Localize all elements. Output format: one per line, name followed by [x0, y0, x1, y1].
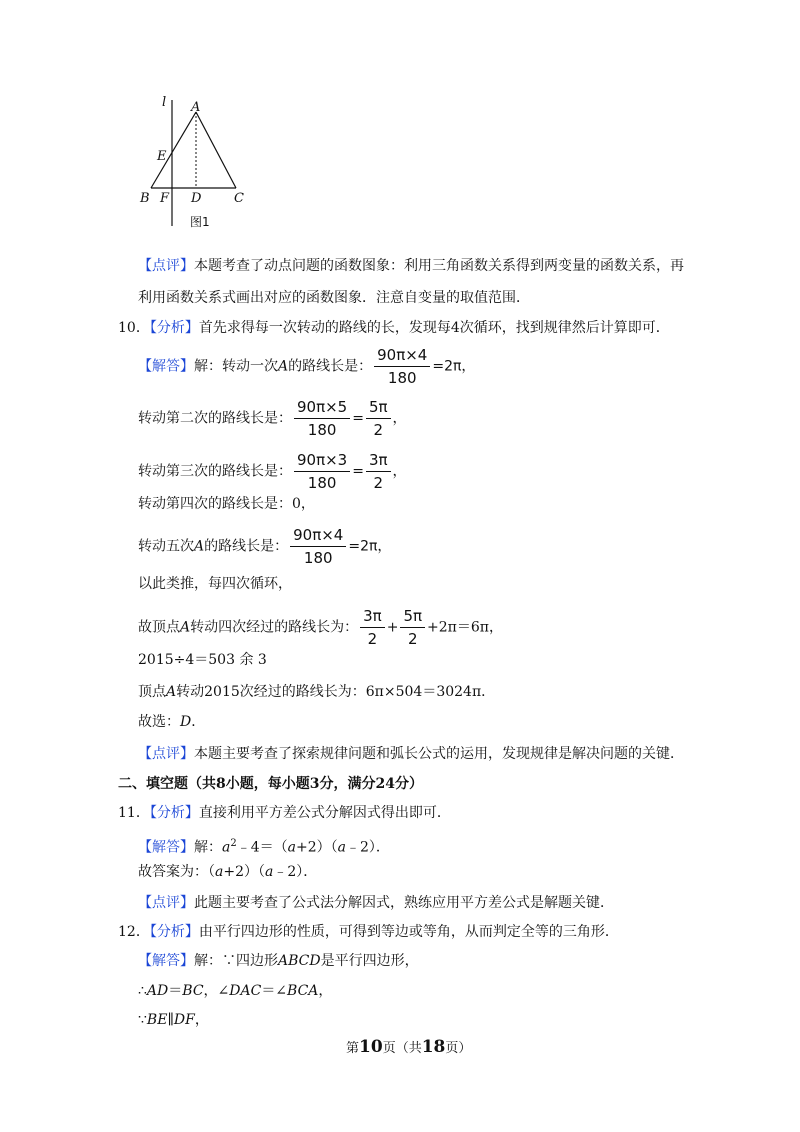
text: ， — [318, 983, 333, 999]
analysis-tag: 【分析】 — [149, 924, 199, 940]
text: 故顶点 — [138, 619, 180, 636]
variable: BCA — [287, 983, 319, 999]
q10-answer-line-1 — [138, 346, 475, 387]
review-text: 此题主要考查了公式法分解因式，熟练应用平方差公式是解题关键． — [194, 895, 614, 911]
review-text: 本题考查了动点问题的函数图象：利用三角函数关系得到两变量的函数关系，再 — [194, 258, 684, 274]
label-d: D — [191, 191, 202, 206]
answer-tag: 【解答】 — [138, 953, 194, 969]
q10-review — [138, 744, 684, 764]
variable: A — [180, 619, 191, 636]
text: 页（共 — [382, 1041, 422, 1056]
denominator: 180 — [307, 421, 337, 439]
variable: a — [222, 839, 231, 856]
text: ， — [392, 463, 407, 480]
heading-text: 二、填空题（共8小题，每小题3分，满分24分） — [118, 776, 423, 792]
fraction — [400, 607, 425, 648]
text: 转动四次经过的路线长为： — [190, 619, 359, 636]
fraction — [366, 451, 391, 492]
analysis-text: 首先求得每一次转动的路线的长，发现每4次循环，找到规律然后计算即可． — [198, 320, 670, 336]
q11-final-answer — [138, 862, 317, 882]
figure-triangle-diagram — [138, 96, 258, 230]
denominator: 2 — [373, 421, 384, 439]
text: 转动2015次经过的路线长为：6π×504＝3024π． — [176, 684, 496, 700]
q10-answer-line-6 — [138, 574, 292, 594]
q10-analysis — [118, 318, 670, 338]
text: 解：转动一次 — [194, 358, 278, 375]
analysis-tag: 【分析】 — [149, 320, 199, 336]
text: 页） — [445, 1041, 472, 1056]
q10-answer-line-2 — [138, 398, 407, 439]
text: 2015÷4＝503 余 3 — [138, 652, 267, 668]
fraction — [374, 346, 430, 387]
exponent: 2 — [230, 838, 237, 849]
text: 以此类推，每四次循环， — [138, 576, 292, 592]
text: =2π， — [348, 538, 392, 555]
text: 第 — [346, 1041, 360, 1056]
text: ﹣2）． — [346, 839, 390, 856]
numerator: 90π×5 — [294, 398, 350, 419]
denominator: 180 — [387, 369, 417, 387]
denominator: 2 — [407, 630, 418, 648]
text: ﹣2）． — [273, 864, 318, 880]
text: + — [386, 619, 399, 636]
review-tag: 【点评】 — [138, 895, 194, 911]
text: 转动第二次的路线长是： — [138, 410, 292, 427]
variable: BE — [146, 1012, 168, 1028]
variable: a — [265, 864, 274, 880]
variable: a — [287, 839, 297, 856]
q11-review — [138, 893, 614, 913]
review-tag: 【点评】 — [138, 258, 194, 274]
denominator: 180 — [303, 549, 333, 567]
text: 的路线长是： — [204, 538, 289, 555]
label-b: B — [140, 191, 150, 206]
label-c: C — [234, 191, 244, 206]
variable: DF — [173, 1012, 195, 1028]
label-f: F — [160, 191, 170, 206]
q11-analysis — [118, 803, 451, 823]
label-a: A — [191, 100, 201, 115]
text: 解：∵四边形 — [194, 953, 278, 969]
variable: AD — [146, 983, 169, 999]
q12-answer-line-1 — [138, 951, 419, 971]
answer-tag: 【解答】 — [138, 358, 194, 375]
q11-answer — [138, 834, 390, 858]
variable: DAC — [229, 983, 262, 999]
text: ， — [392, 410, 407, 427]
denominator: 2 — [367, 630, 378, 648]
variable: a — [215, 864, 224, 880]
numerator: 90π×3 — [294, 451, 350, 472]
page-footer — [346, 1037, 471, 1059]
review-tag: 【点评】 — [138, 746, 194, 762]
numerator: 3π — [360, 607, 385, 628]
q10-answer-line-4 — [138, 494, 315, 514]
q10-answer-line-9 — [138, 682, 495, 702]
question-number: 12． — [118, 924, 150, 940]
question-number: 11． — [118, 805, 150, 821]
numerator: 90π×4 — [374, 346, 430, 367]
text: 转动五次 — [138, 538, 194, 555]
numerator: 5π — [400, 607, 425, 628]
text: ，∠ — [203, 983, 230, 999]
denominator: 180 — [307, 474, 337, 492]
text: 是平行四边形， — [320, 953, 419, 969]
variable: a — [337, 839, 347, 856]
section-heading — [118, 774, 423, 794]
text: ∵ — [138, 1012, 147, 1028]
text: +2）（ — [223, 864, 265, 880]
text: 解： — [194, 839, 222, 856]
text: ＝ — [168, 983, 183, 999]
text: +2π＝6π， — [427, 619, 503, 636]
text: 转动第三次的路线长是： — [138, 463, 292, 480]
variable: ABCD — [278, 953, 321, 969]
text: = — [352, 410, 364, 427]
figure-caption: 图1 — [190, 215, 210, 229]
variable: BC — [182, 983, 204, 999]
side-ac — [196, 112, 236, 188]
text: 转动第四次的路线长是：0， — [138, 496, 315, 512]
analysis-tag: 【分析】 — [149, 805, 199, 821]
text: ﹣4＝（ — [236, 839, 288, 856]
numerator: 3π — [366, 451, 391, 472]
q9-review-line-2 — [138, 288, 530, 308]
numerator: 90π×4 — [290, 526, 346, 547]
text: ， — [194, 1012, 209, 1028]
text: 顶点 — [138, 684, 166, 700]
numerator: 5π — [366, 398, 391, 419]
text: ． — [191, 714, 206, 730]
q12-answer-line-2 — [138, 981, 332, 1001]
denominator: 2 — [373, 474, 384, 492]
analysis-text: 直接利用平方差公式分解因式得出即可． — [198, 805, 451, 821]
review-text: 利用函数关系式画出对应的函数图象．注意自变量的取值范围． — [138, 290, 530, 306]
variable: D — [180, 714, 192, 730]
fraction — [366, 398, 391, 439]
q10-answer-line-7 — [138, 607, 503, 648]
fraction — [360, 607, 385, 648]
analysis-text: 由平行四边形的性质，可得到等边或等角，从而判定全等的三角形． — [198, 924, 619, 940]
label-e: E — [157, 149, 167, 164]
fraction — [294, 398, 350, 439]
text: ∥ — [167, 1012, 174, 1028]
q10-answer-line-10 — [138, 712, 205, 732]
variable: A — [278, 358, 289, 375]
label-l: l — [162, 96, 167, 110]
text: ∴ — [138, 983, 147, 999]
q12-answer-line-3 — [138, 1010, 209, 1030]
text: =2π， — [432, 358, 476, 375]
review-text: 本题主要考查了探索规律问题和弧长公式的运用，发现规律是解决问题的关键． — [194, 746, 684, 762]
question-number: 10． — [118, 320, 150, 336]
fraction — [290, 526, 346, 567]
text: = — [352, 463, 364, 480]
q12-analysis — [118, 922, 619, 942]
q10-answer-line-5 — [138, 526, 391, 567]
text: 的路线长是： — [288, 358, 373, 375]
text: 故选： — [138, 714, 180, 730]
page-number: 10 — [359, 1037, 383, 1057]
text: ＝∠ — [261, 983, 288, 999]
text: 故答案为：（ — [138, 864, 215, 880]
q10-answer-line-3 — [138, 451, 407, 492]
text: +2）（ — [296, 839, 338, 856]
variable: A — [194, 538, 205, 555]
q9-review-line-1 — [138, 256, 684, 276]
variable: A — [166, 684, 177, 700]
total-pages: 18 — [421, 1037, 446, 1057]
fraction — [294, 451, 350, 492]
answer-tag: 【解答】 — [138, 839, 194, 856]
q10-answer-line-8 — [138, 650, 267, 670]
